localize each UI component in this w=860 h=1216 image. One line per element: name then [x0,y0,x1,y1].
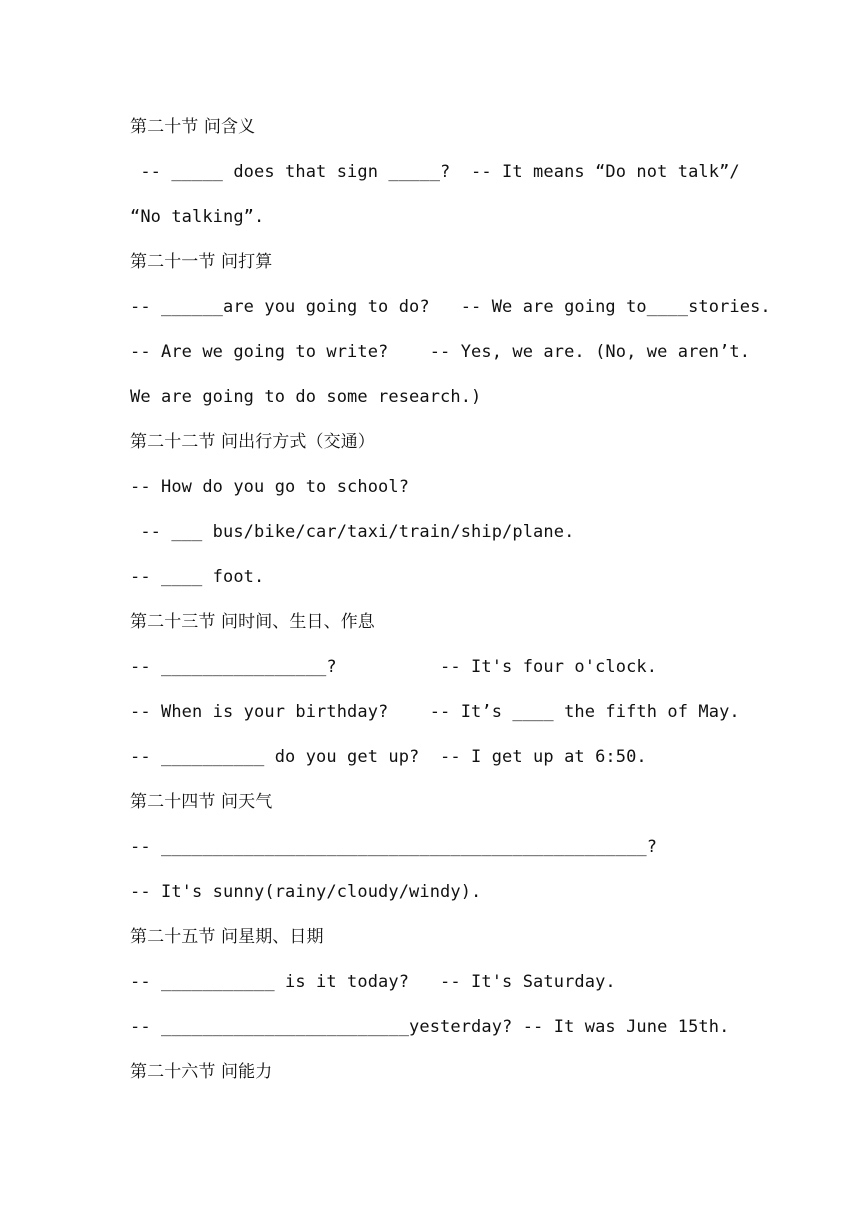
section-heading-21: 第二十一节 问打算 [130,252,273,272]
text-line: -- When is your birthday? -- It’s ____ the fifth of May. [130,702,740,722]
text-line: “No talking”. [130,207,265,227]
text-line: -- ________________? -- It's four o'clock. [130,657,658,677]
text-line: -- ______are you going to do? -- We are going to____stories. [130,297,771,317]
section-heading-25: 第二十五节 问星期、日期 [130,927,324,947]
section-heading-23: 第二十三节 问时间、生日、作息 [130,612,375,632]
text-line: -- _____ does that sign _____? -- It means “Do not talk”/ [130,162,740,182]
text-line: -- ___________ is it today? -- It's Saturday. [130,972,616,992]
section-heading-20: 第二十节 问含义 [130,117,256,137]
text-line: -- _______________________________________________? [130,837,658,857]
text-line: -- ____ foot. [130,567,265,587]
text-line: -- ________________________yesterday? -- It was June 15th. [130,1017,730,1037]
text-line: -- __________ do you get up? -- I get up at 6:50. [130,747,647,767]
section-heading-24: 第二十四节 问天气 [130,792,273,812]
text-line: -- ___ bus/bike/car/taxi/train/ship/plane. [130,522,575,542]
section-heading-22: 第二十二节 问出行方式（交通） [130,432,375,452]
section-heading-26: 第二十六节 问能力 [130,1062,273,1082]
text-line: -- How do you go to school? [130,477,410,497]
text-line: We are going to do some research.) [130,387,482,407]
text-line: -- It's sunny(rainy/cloudy/windy). [130,882,482,902]
text-line: -- Are we going to write? -- Yes, we are. (No, we aren’t. [130,342,751,362]
